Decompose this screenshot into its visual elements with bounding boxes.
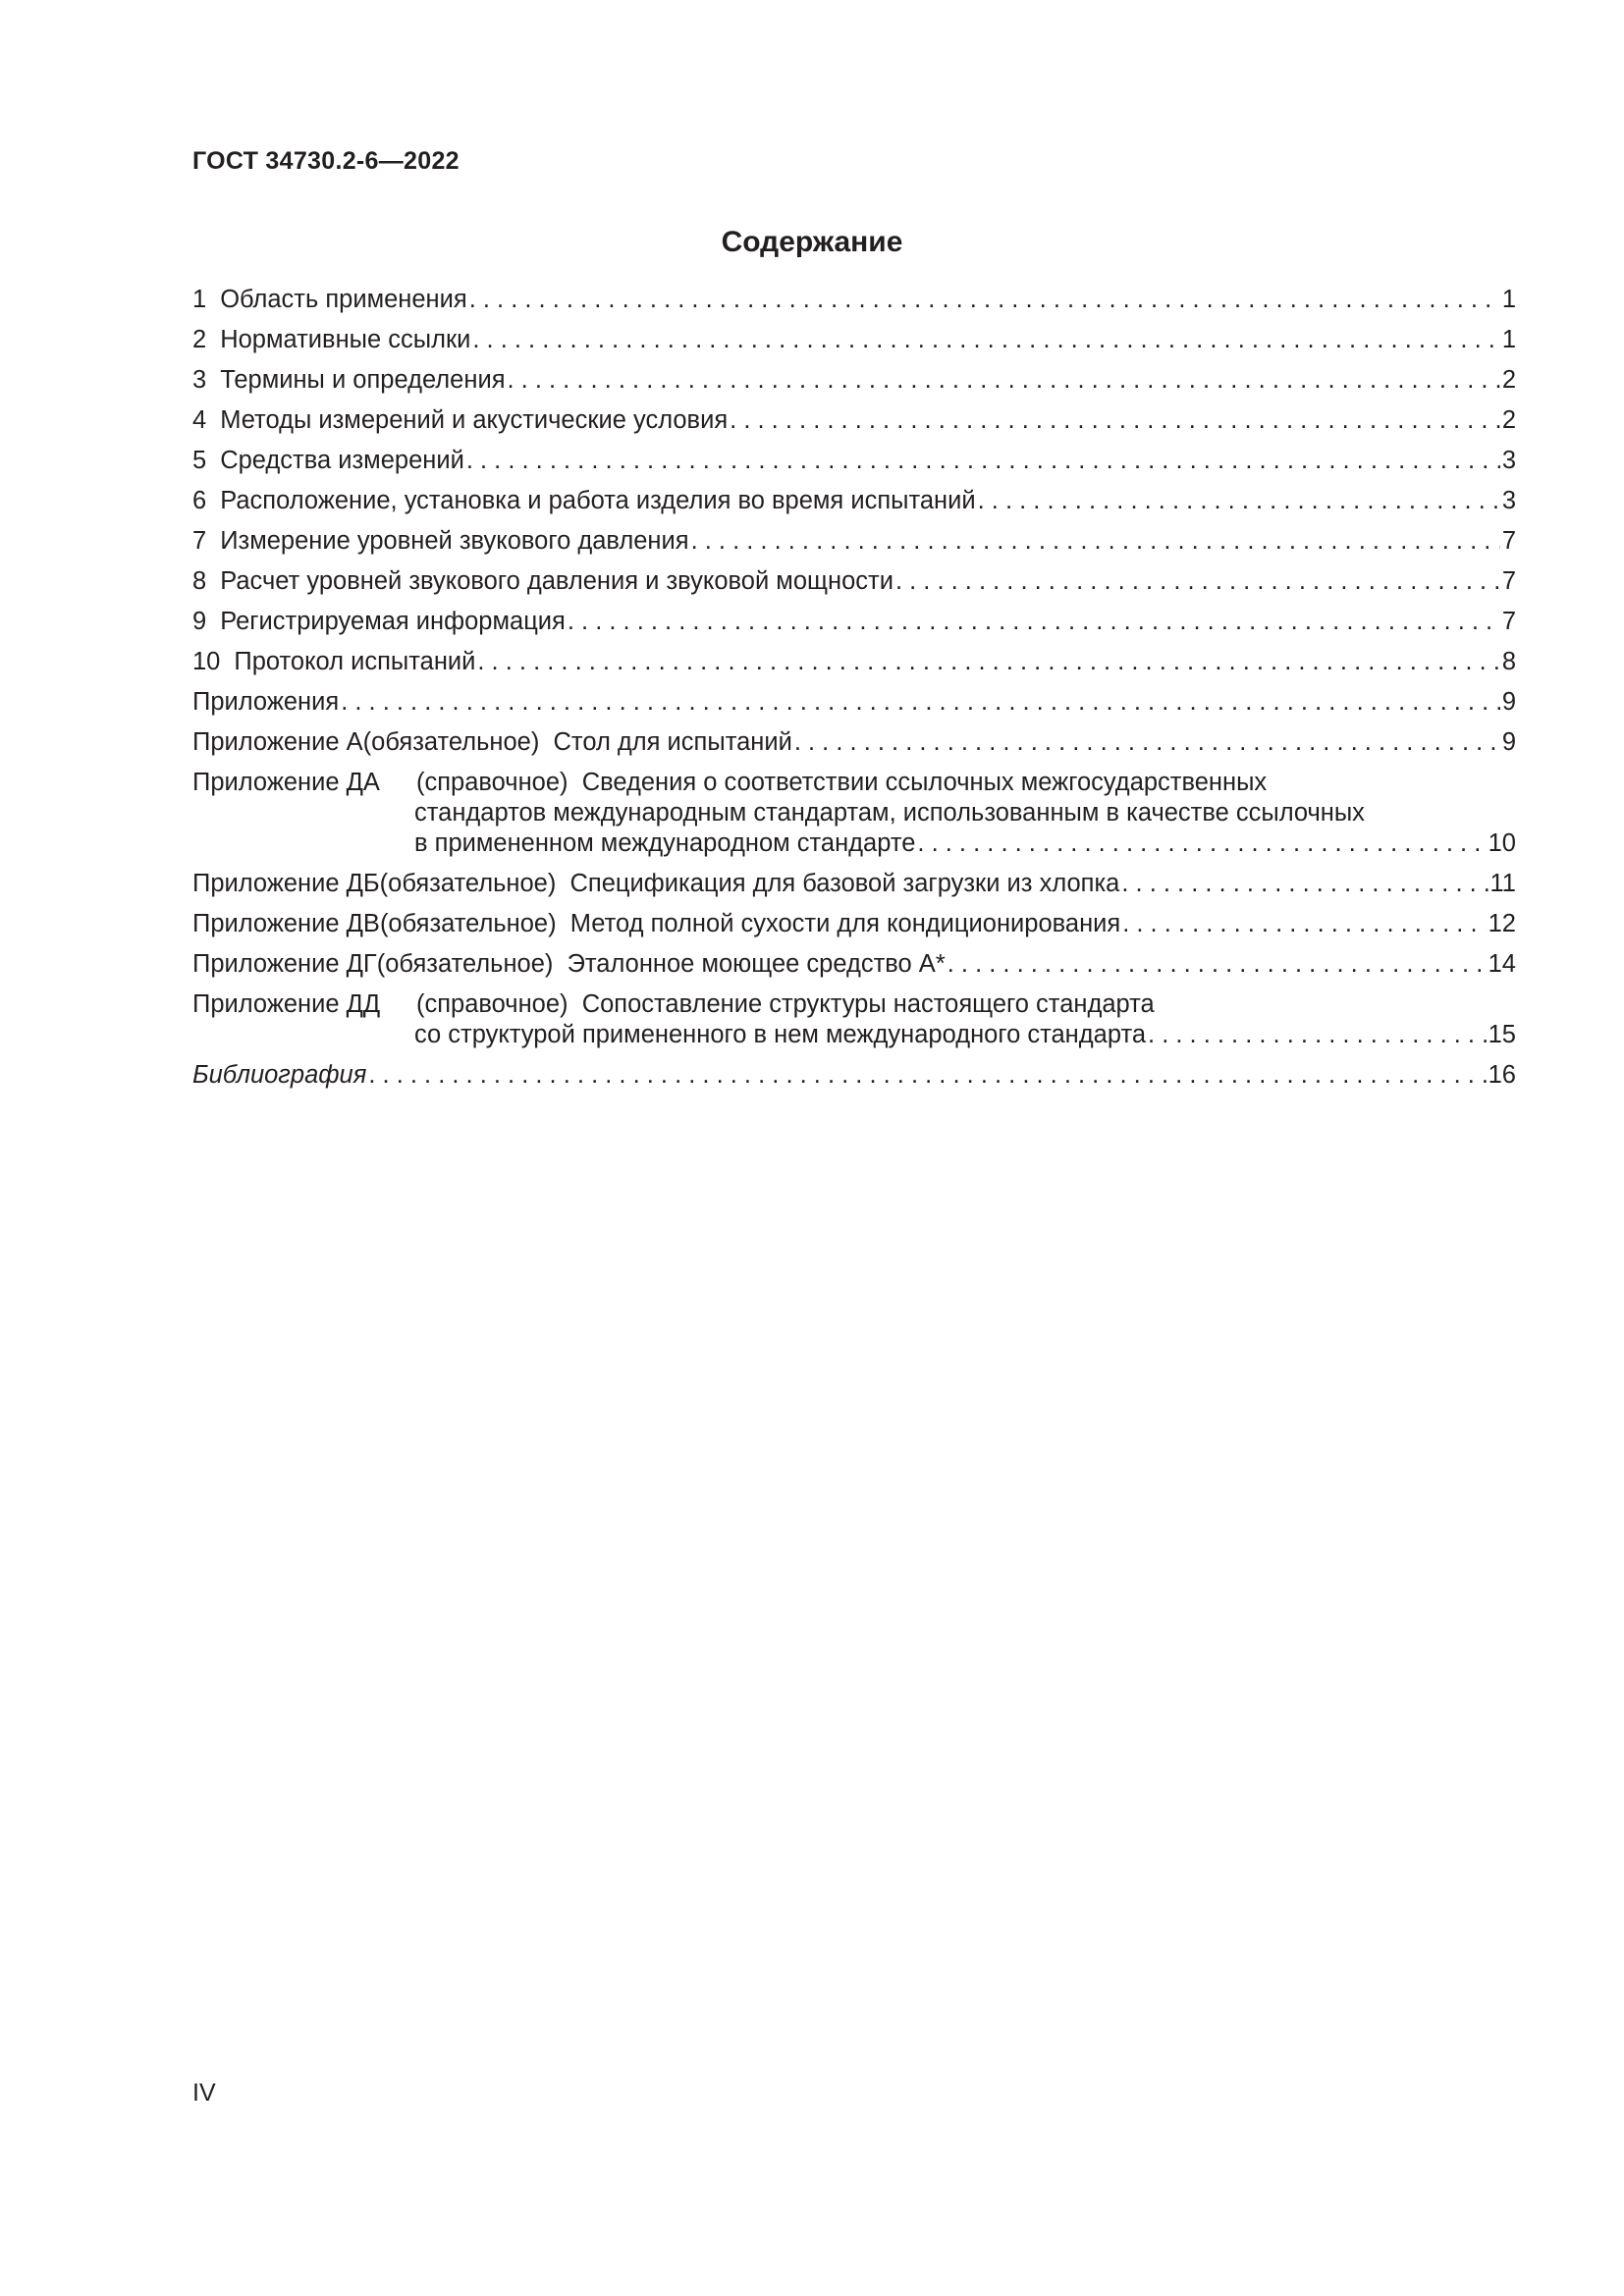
footer-page-number: IV bbox=[192, 2079, 216, 2107]
appendix-label: Приложение ДВ bbox=[192, 910, 380, 937]
document-id: ГОСТ 34730.2-6—2022 bbox=[192, 147, 460, 175]
toc-section-10[interactable] bbox=[192, 647, 1516, 677]
page-number: 14 bbox=[1488, 950, 1516, 978]
page-number: 3 bbox=[1501, 487, 1516, 514]
section-title: Регистрируемая информация bbox=[220, 608, 566, 635]
appendix-label: Приложение А bbox=[192, 728, 363, 756]
page-number: 2 bbox=[1501, 366, 1516, 394]
appendices-title: Приложения bbox=[192, 688, 340, 716]
appendix-label: Приложение ДА bbox=[192, 769, 380, 796]
page-number: 11 bbox=[1489, 870, 1516, 897]
toc-section-2[interactable] bbox=[192, 325, 1516, 355]
toc-appendix-dd[interactable] bbox=[192, 989, 1516, 1050]
page-number: 3 bbox=[1501, 447, 1516, 474]
appendix-status: (обязательное) bbox=[376, 950, 554, 978]
toc-section-7[interactable] bbox=[192, 526, 1516, 557]
appendix-status: (справочное) bbox=[416, 990, 568, 1018]
page-number: 7 bbox=[1501, 608, 1516, 635]
section-title: Термины и определения bbox=[220, 366, 506, 394]
section-number: 9 bbox=[192, 608, 207, 635]
page-number: 2 bbox=[1501, 406, 1516, 434]
appendix-status: (справочное) bbox=[416, 769, 568, 796]
appendix-status: (обязательное) bbox=[379, 910, 557, 937]
dot-leader bbox=[794, 727, 1500, 758]
dot-leader bbox=[917, 828, 1486, 859]
appendix-title: Сведения о соответствии ссылочных межгосударственных bbox=[581, 769, 1268, 796]
section-number: 2 bbox=[192, 326, 207, 353]
section-number: 6 bbox=[192, 487, 207, 514]
section-title: Нормативные ссылки bbox=[220, 326, 471, 353]
appendix-label: Приложение ДГ bbox=[192, 950, 377, 978]
section-title: Измерение уровней звукового давления bbox=[220, 527, 689, 555]
section-number: 8 bbox=[192, 567, 207, 595]
section-title: Расположение, установка и работа изделия во время испытаний bbox=[220, 487, 976, 514]
appendix-label: Приложение ДД bbox=[192, 990, 381, 1018]
toc-section-3[interactable] bbox=[192, 365, 1516, 396]
appendix-label: Приложение ДБ bbox=[192, 870, 380, 897]
appendix-status: (обязательное) bbox=[379, 870, 557, 897]
dot-leader bbox=[466, 446, 1500, 476]
section-title: Средства измерений bbox=[220, 447, 464, 474]
dot-leader bbox=[472, 325, 1499, 355]
dot-leader bbox=[691, 526, 1500, 557]
section-title: Расчет уровней звукового давления и звуковой мощности bbox=[220, 567, 893, 595]
section-title: Протокол испытаний bbox=[234, 648, 476, 675]
dot-leader bbox=[568, 607, 1500, 637]
section-number: 5 bbox=[192, 447, 207, 474]
section-title: Методы измерений и акустические условия bbox=[220, 406, 729, 434]
section-number: 3 bbox=[192, 366, 207, 394]
toc-appendix-db[interactable] bbox=[192, 869, 1516, 899]
toc-bibliography[interactable] bbox=[192, 1060, 1516, 1091]
dot-leader bbox=[368, 1060, 1486, 1091]
toc-section-6[interactable] bbox=[192, 486, 1516, 516]
appendix-title: Спецификация для базовой загрузки из хлопка bbox=[569, 870, 1120, 897]
appendix-status: (обязательное) bbox=[362, 728, 540, 756]
dot-leader bbox=[1121, 869, 1488, 899]
toc-section-1[interactable] bbox=[192, 285, 1516, 315]
appendix-title-continuation: стандартов международным стандартам, использованным в качестве ссылочных bbox=[414, 799, 1365, 827]
page-number: 7 bbox=[1501, 527, 1516, 555]
page-number: 9 bbox=[1501, 688, 1516, 716]
dot-leader bbox=[508, 365, 1500, 396]
toc-appendix-a[interactable] bbox=[192, 727, 1516, 758]
page-number: 12 bbox=[1488, 910, 1516, 937]
page-number: 15 bbox=[1488, 1021, 1516, 1048]
bibliography-title: Библиография bbox=[192, 1061, 367, 1089]
dot-leader bbox=[1148, 1020, 1487, 1050]
page-number: 7 bbox=[1501, 567, 1516, 595]
appendix-title-continuation: в примененном международном стандарте bbox=[414, 829, 916, 857]
toc-appendix-dv[interactable] bbox=[192, 909, 1516, 939]
toc-appendix-da[interactable] bbox=[192, 768, 1516, 859]
section-number: 1 bbox=[192, 286, 207, 313]
appendix-title: Сопоставление структуры настоящего стандарта bbox=[581, 990, 1155, 1018]
section-number: 10 bbox=[192, 648, 221, 675]
dot-leader bbox=[477, 647, 1499, 677]
page-number: 9 bbox=[1501, 728, 1516, 756]
appendix-title-continuation: со структурой примененного в нем международного стандарта bbox=[414, 1021, 1147, 1048]
appendix-title: Стол для испытаний bbox=[553, 728, 792, 756]
toc-appendices-heading[interactable] bbox=[192, 687, 1516, 718]
dot-leader bbox=[469, 285, 1500, 315]
section-number: 7 bbox=[192, 527, 207, 555]
page-number: 8 bbox=[1501, 648, 1516, 675]
section-title: Область применения bbox=[220, 286, 467, 313]
dot-leader bbox=[947, 949, 1487, 980]
page-number: 16 bbox=[1488, 1061, 1516, 1089]
toc-section-5[interactable] bbox=[192, 446, 1516, 476]
dot-leader bbox=[341, 687, 1500, 718]
page-number: 1 bbox=[1501, 286, 1516, 313]
toc-section-8[interactable] bbox=[192, 566, 1516, 597]
toc-appendix-dg[interactable] bbox=[192, 949, 1516, 980]
appendix-title: Эталонное моющее средство А* bbox=[567, 950, 946, 978]
toc-title: Содержание bbox=[721, 226, 903, 258]
dot-leader bbox=[1122, 909, 1486, 939]
appendix-title: Метод полной сухости для кондиционирования bbox=[569, 910, 1121, 937]
page-number: 1 bbox=[1501, 326, 1516, 353]
section-number: 4 bbox=[192, 406, 207, 434]
toc-section-4[interactable] bbox=[192, 405, 1516, 436]
dot-leader bbox=[895, 566, 1500, 597]
dot-leader bbox=[730, 405, 1500, 436]
page-number: 10 bbox=[1488, 829, 1516, 857]
toc-section-9[interactable] bbox=[192, 607, 1516, 637]
table-of-contents bbox=[192, 285, 1516, 1100]
dot-leader bbox=[978, 486, 1500, 516]
